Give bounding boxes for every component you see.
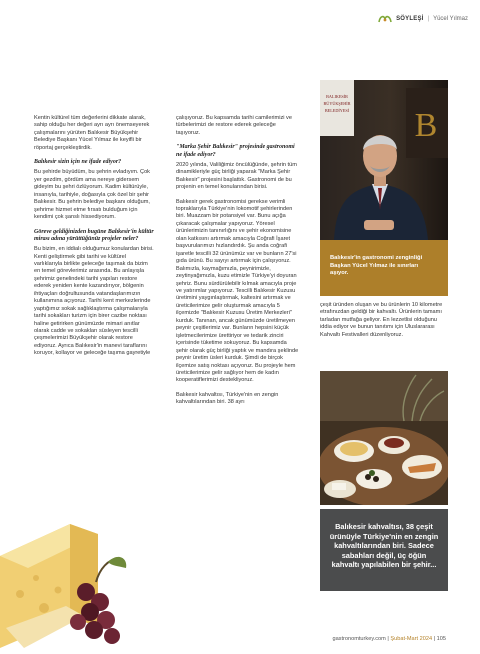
svg-text:BELEDİYESİ: BELEDİYESİ	[324, 108, 350, 113]
interview-question: Göreve geldiğinizden bugüne Balıkesir'in kültür mirası adına yürüttüğünüz projeler neler?	[34, 228, 154, 242]
interview-answer: Bu şehirde büyüdüm, bu şehrin evladıyım. Çok yer gezdim, gördüm ama nereye gidersem gideyim bu şehri özlüyorum. Kadim kültürüyle, insanıyla, tarihiyle, doğasıyla çok özel bir şehir Balıkesir. Bu şehrin belediye başkanı olduğum, şehrime hizmet etme fırsatı bulduğum için kendimi çok şanslı hissediyorum.	[34, 169, 150, 221]
breakfast-photo	[320, 371, 448, 505]
issue-date: Şubat-Mart 2024	[390, 636, 433, 642]
interview-answer: 2020 yılında, Valiliğimiz öncülüğünde, şehrin tüm dinamikleriyle güç birliği yaparak "Marka Şehir Balıkesir" projesini başlattık. Gastronomi de bu projenin en temel konularından birisi.	[176, 161, 297, 191]
magazine-logo-icon	[378, 14, 392, 24]
page-header	[378, 14, 468, 24]
portrait-caption: Balıkesir'in gastronomi zenginliği Başkan Yücel Yılmaz ile sınırları aşıyor.	[320, 240, 448, 296]
svg-text:B: B	[414, 107, 438, 144]
article-column-1	[34, 115, 154, 365]
article-paragraph-continued: çeşit üründen oluşan ve bu ürünlerin 10 kilometre etrafınızdan geldiği bir kahvaltı. Ürünlerin tamamı tarladan mutfağa geliyor. En lezzetlisi olduğunu iddia ediyor ve bunun tanıtımı için Uluslararası Kahvaltı Festivalleri düzenliyoruz.	[320, 302, 443, 338]
section-label: SÖYLEŞİ	[396, 16, 424, 22]
footer-separator: |	[387, 636, 389, 642]
footer-separator: |	[433, 636, 436, 642]
article-paragraph: Balıkesir kahvaltısı, Türkiye'nin en zengin kahvaltılarından biri. 38 ayrı	[176, 391, 279, 406]
svg-text:BALIKESİR: BALIKESİR	[326, 94, 348, 99]
mayor-portrait-photo	[320, 80, 448, 240]
author-name: Yücel Yılmaz	[433, 16, 468, 22]
cheese-grapes-illustration	[0, 498, 140, 654]
site-url: gastronomturkey.com	[332, 636, 386, 642]
article-paragraph: Balıkesir gerek gastronomisi gerekse verimli topraklarıyla Türkiye'nin lokomotif şehirlerinden biri. Muazzam bir potansiyel var. Bunu açığa çıkaracak çalışmalar yapıyoruz. Yöresel ürünlerimizin tanınırlığını ve şehir ekonomisine olan katkısını artırmak amacıyla Coğrafi İşaret başvurularımızı hızlandırdık. Şu anda coğrafi işaretle tescilli 32 ürünümüz var ve bunların 27'si gıda ürünü. Bu sayıyı artırmak için çalışıyoruz. Balımızla, kaymağımızla, peynirimizle, zeytinyağımızla, kuzu etimizle Türkiye'yi doyuran şehriz. Bunu sürdürülebilir kılmak amacıyla proje ve yatırımlar yapıyoruz. Tescilli Balıkesir Kuzusu üretimini yaygınlaştırmak, kaltesini artırmak ve üreticilerimize gelir oluşturmak amacıyla 5 ilçemizde "Balıkesir Kuzusu Üretim Merkezleri" kurduk. Tanınan, ancak günümüzde üretilmeyen peynir çeşitlerimiz var. Bunların hepsini küçük işletmecilerimize ürettiriyor ve tedarik zinciri içerisinde tüketime sokuyoruz. Bu kapsamda şehir olarak güç birliği yaptık ve mandıra şeklinde peynir üretim üsleri kurduk. Şimdi de birçok ilçemize satış noktası açıyoruz. Bu projeyle hem üreticilerimize gelir sağlıyor hem de kadın kooperatiflerimizi destekliyoruz.	[176, 198, 299, 384]
page-footer	[332, 636, 446, 642]
portrait-illustration	[320, 80, 448, 240]
header-separator: |	[427, 16, 430, 22]
page-number: 105	[436, 636, 446, 642]
pullquote-box: Balıkesir kahvaltısı, 38 çeşit ürünüyle Türkiye'nin en zengin kahvaltılarından biri. Sadece sabahları değil, üç öğün kahvaltı yapılabilen bir şehir...	[320, 509, 448, 591]
article-column-3	[320, 302, 448, 346]
article-column-2	[176, 115, 300, 414]
breakfast-illustration	[320, 371, 448, 505]
article-intro: Kentin kültürel tüm değerlerini dikkate alarak, sahip olduğu her değeri ayrı ayrı önemseyerek çalışmalarını yürüten Balıkesir Büyükşehir Belediye Başkanı Yücel Yılmaz ile keyifli bir röportaj gerçekleştirdik.	[34, 115, 150, 151]
interview-question: "Marka Şehir Balıkesir" projesinde gastronomi ne ifade ediyor?	[176, 144, 295, 158]
interview-answer: Bu bizim, en iddialı olduğumuz konulardan birisi. Kenti geliştirmek gibi tarihi ve kültürel varlıklarıyla birlikte geleceğe taşımak da bizim en temel görevlerimiz arasında. Bu anlayışla şehrimiz genelindeki tarihi yapıları restore ederek yeniden kente kazandırıyor, bölgenin ihtiyaçları doğrultusunda vatandaşlarımızın kullanımına açıyoruz. Tarihi kent merkezlerinde yaptığımız sokak sağlıklaştırma çalışmalarıyla tarihi sokakları turizm için birer cazibe noktası haline getirirken günümüzde mimari anıtlar olarak cadde ve sokakları süsleyen tescilli çeşmelerimizi Büyükşehir olarak restore ediyoruz. Ayrıca Balıkesir'in manevi taraflarını koruyor, kollayor ve geleceğe taşıma gayretiyle	[34, 246, 154, 357]
svg-text:BÜYÜKŞEHİR: BÜYÜKŞEHİR	[323, 101, 351, 106]
interview-answer-continued: çalışıyoruz. Bu kapsamda tarihi camilerimizi ve türbelerimizi de restore ederek geleceğe taşıyoruz.	[176, 115, 292, 136]
interview-question: Balıkesir sizin için ne ifade ediyor?	[34, 159, 122, 166]
